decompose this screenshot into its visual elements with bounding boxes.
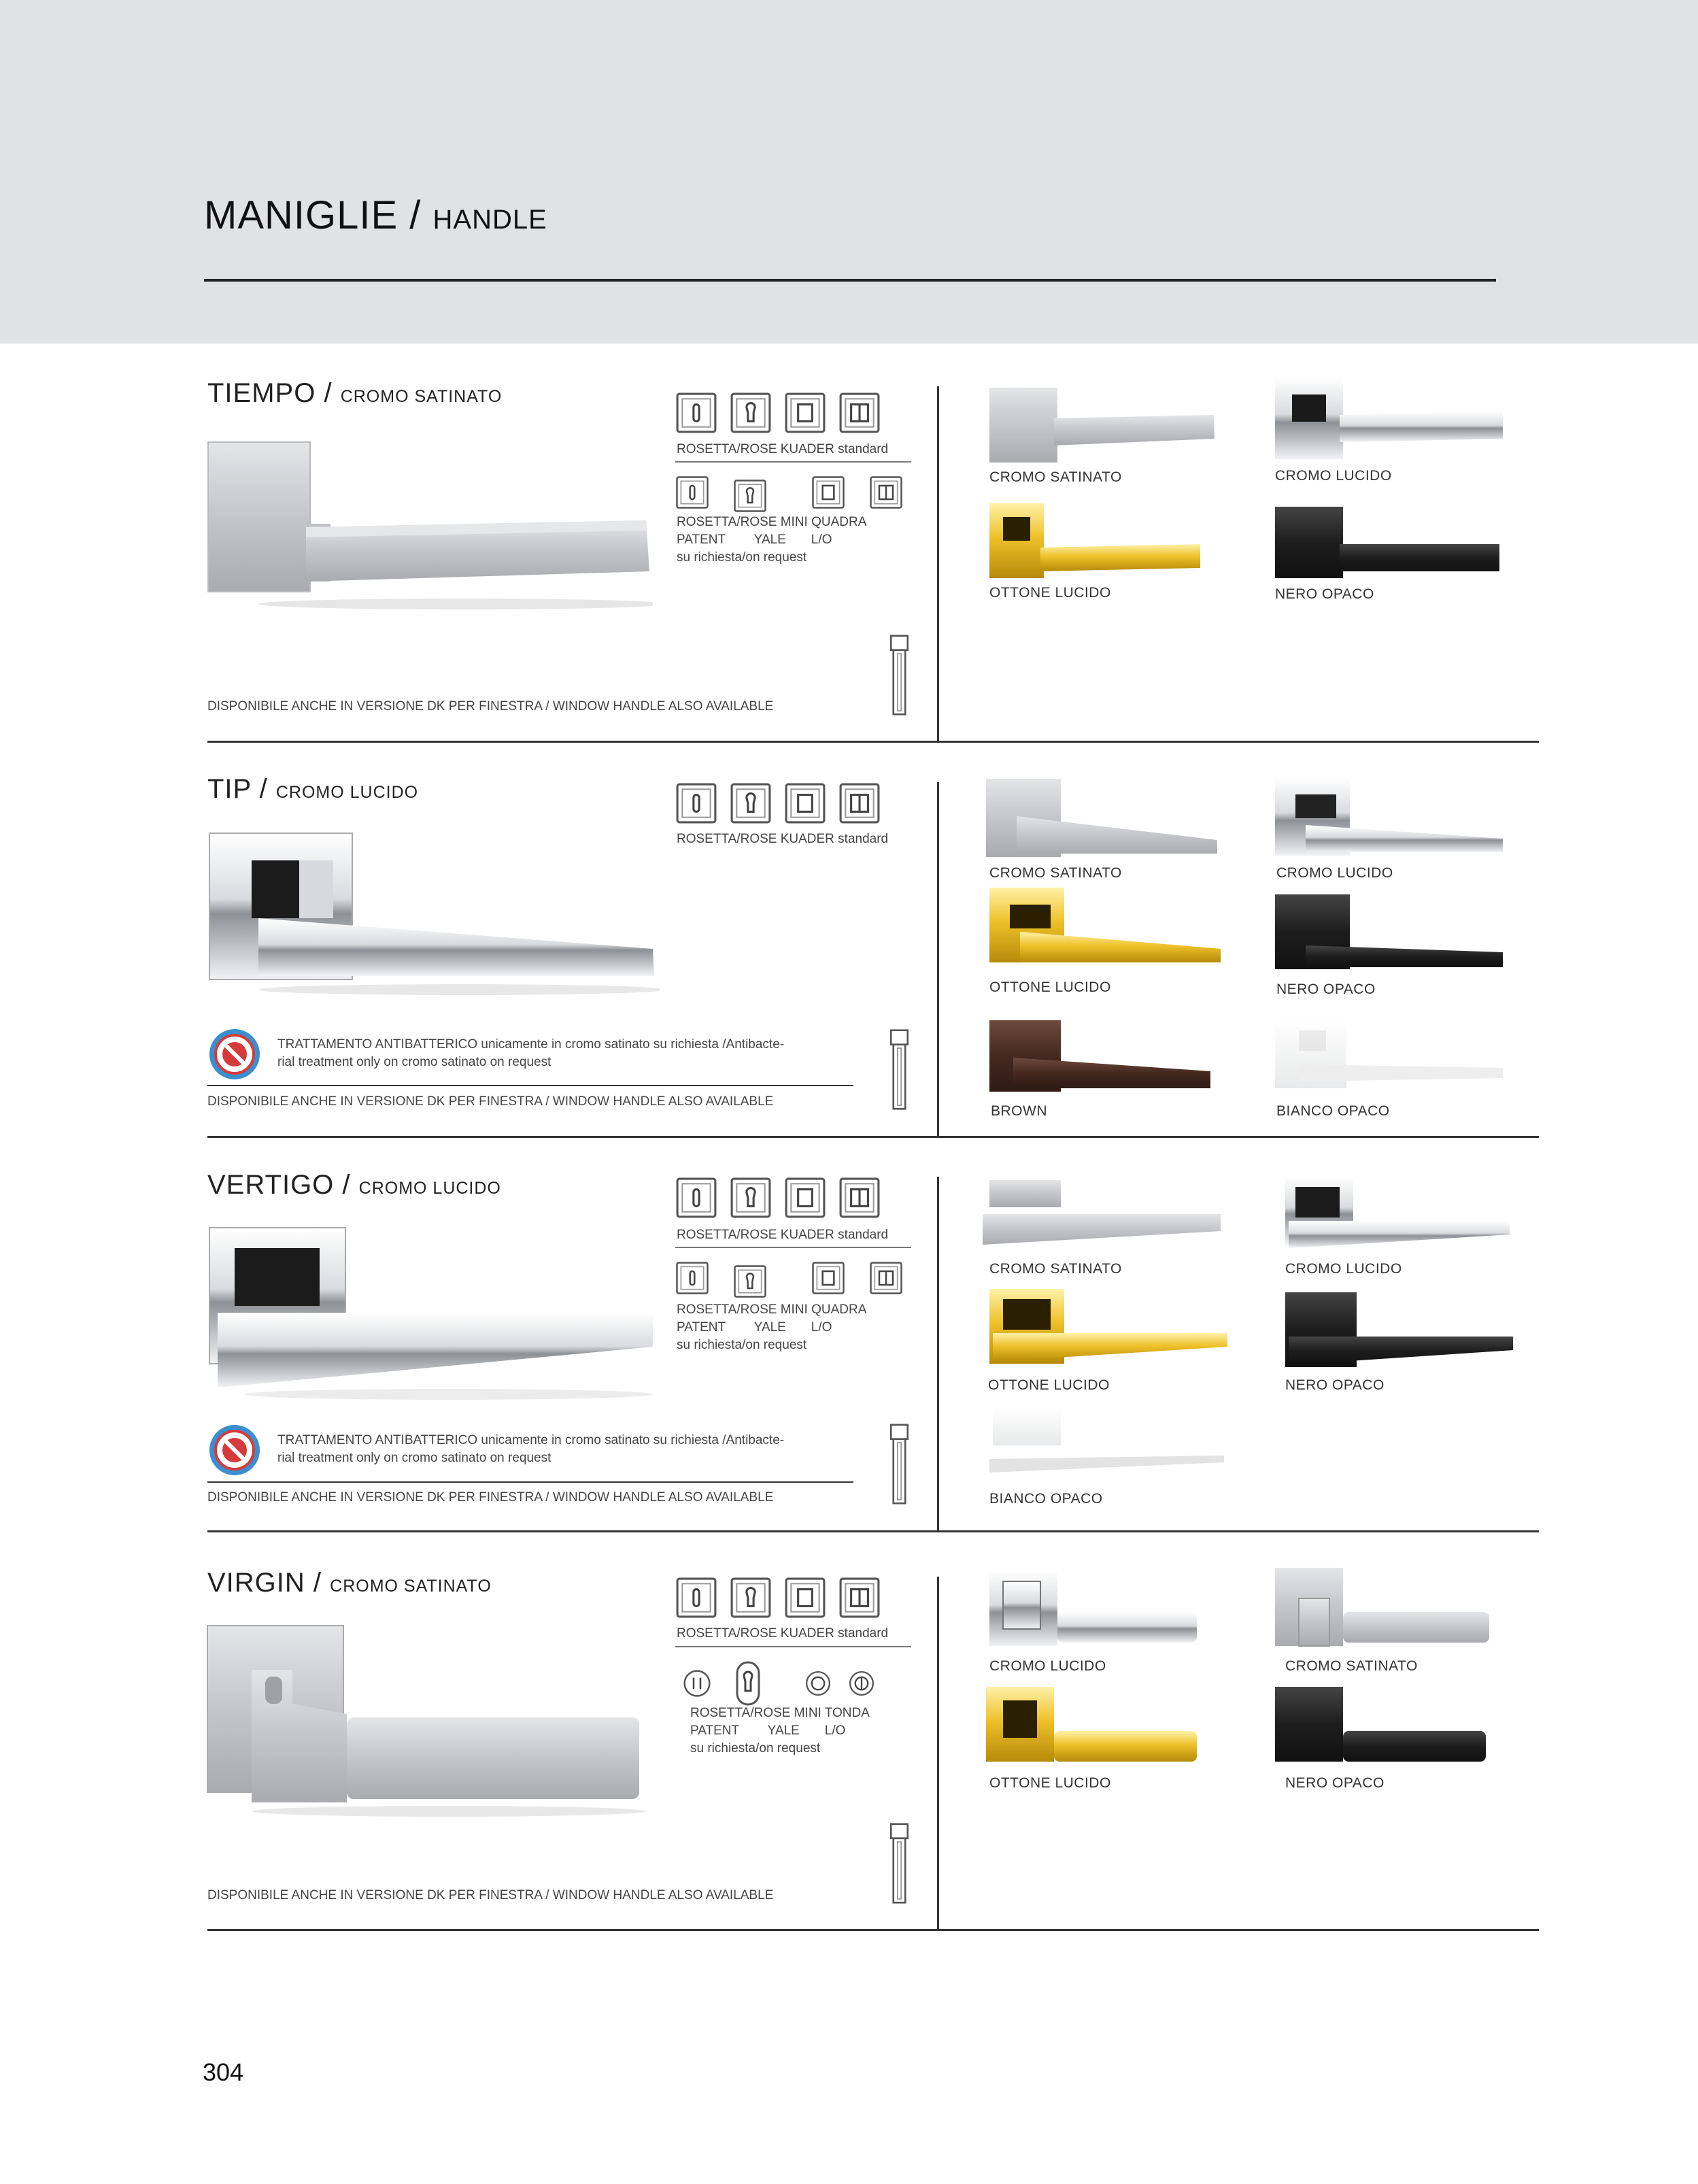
rose-yale-icon [730,1577,772,1619]
rose-wc-icon [838,1577,881,1619]
column-divider [937,386,939,741]
window-handle-icon [887,1817,911,1909]
rose-wc-icon [846,1668,877,1699]
rose-lo-icon [811,1258,845,1298]
dk-note: DISPONIBILE ANCHE IN VERSIONE DK PER FINESTRA / WINDOW HANDLE ALSO AVAILABLE [207,1094,774,1109]
note-divider [207,1481,853,1483]
section-divider [207,741,1539,743]
page-title: MANIGLIE / HANDLE [204,193,547,237]
column-divider [937,1177,939,1532]
variant-image-cromo-satinato [979,1177,1224,1251]
rose-mini-label: ROSETTA/ROSE MINI TONDA [690,1706,870,1720]
variant-image-cromo-satinato [1272,1564,1493,1656]
product-title: VIRGIN / CROMO SATINATO [207,1568,492,1598]
rose-types-label: PATENT YALE L/O [677,533,832,547]
rose-divider [675,461,911,463]
rose-yale-icon [730,1177,772,1219]
variant-label: BROWN [991,1103,1047,1119]
variant-label: NERO OPACO [1285,1775,1385,1791]
rose-wc-icon [838,1177,881,1219]
antibacterial-note-line1: TRATTAMENTO ANTIBATTERICO unicamente in cromo satinato su richiesta /Antibacte- [277,1433,785,1447]
rose-wc-icon [869,1258,903,1298]
window-handle-icon [887,629,911,721]
rose-kuader-icons [675,782,881,824]
rose-patent-icon [675,392,717,434]
rose-standard-label: ROSETTA/ROSE KUADER standard [677,832,889,846]
antibacterial-note-line1: TRATTAMENTO ANTIBATTERICO unicamente in cromo satinato su richiesta /Antibacte- [277,1037,785,1052]
variant-label: CROMO LUCIDO [989,1658,1106,1674]
note-divider [207,1085,853,1086]
variant-label: NERO OPACO [1276,981,1376,997]
column-divider [937,1577,939,1930]
variant-image-cromo-lucido [1282,1173,1513,1255]
rose-mini-label: ROSETTA/ROSE MINI QUADRA [677,1303,867,1317]
header-divider [204,279,1496,282]
rose-yale-icon [733,1258,767,1305]
antibacterial-note-line2: rial treatment only on cromo satinato on request [277,1451,551,1465]
variant-image-cromo-satinato [983,775,1221,860]
on-request-label: su richiesta/on request [677,550,807,565]
rose-divider [675,1646,911,1647]
rose-types-label: PATENT YALE L/O [677,1320,832,1334]
column-divider [937,782,939,1137]
dk-note: DISPONIBILE ANCHE IN VERSIONE DK PER FINESTRA / WINDOW HANDLE ALSO AVAILABLE [207,699,774,713]
rose-lo-icon [784,392,826,434]
rose-patent-icon [675,1258,709,1298]
product-title: TIP / CROMO LUCIDO [207,774,419,804]
rose-lo-icon [802,1668,834,1699]
rose-patent-icon [675,782,717,824]
window-handle-icon [887,1418,911,1510]
page-number: 304 [203,2058,244,2086]
rose-lo-icon [784,782,826,824]
on-request-label: su richiesta/on request [690,1741,821,1755]
variant-image-cromo-lucido [1272,374,1506,463]
variant-label: CROMO SATINATO [1285,1658,1418,1674]
handle-main-image [204,435,653,616]
variant-label: OTTONE LUCIDO [988,1377,1110,1393]
rose-lo-icon [811,473,845,512]
variant-label: BIANCO OPACO [1276,1103,1390,1119]
rose-mini-icons [675,1258,903,1305]
on-request-label: su richiesta/on request [677,1338,807,1352]
antibacterial-icon [207,1027,262,1081]
variant-label: OTTONE LUCIDO [989,585,1111,601]
rose-yale-icon [730,392,772,434]
variant-label: NERO OPACO [1285,1377,1385,1393]
handle-main-image [204,1622,646,1819]
variant-label: OTTONE LUCIDO [989,979,1111,995]
rose-wc-icon [838,782,881,824]
rose-kuader-icons [675,392,881,434]
rose-wc-icon [838,392,881,434]
variant-image-nero-opaco [1282,1289,1516,1374]
rose-wc-icon [869,473,903,512]
rose-standard-label: ROSETTA/ROSE KUADER standard [677,1626,889,1641]
variant-label: OTTONE LUCIDO [989,1775,1111,1791]
antibacterial-note-line2: rial treatment only on cromo satinato on request [277,1055,551,1069]
dk-note: DISPONIBILE ANCHE IN VERSIONE DK PER FINESTRA / WINDOW HANDLE ALSO AVAILABLE [207,1490,774,1505]
dk-note: DISPONIBILE ANCHE IN VERSIONE DK PER FINESTRA / WINDOW HANDLE ALSO AVAILABLE [207,1888,774,1902]
rose-patent-icon [680,1666,714,1700]
window-handle-icon [887,1024,911,1115]
variant-image-ottone-lucido [983,1683,1200,1775]
variant-image-brown [986,1017,1214,1095]
rose-mini-icons [675,473,903,519]
variant-label: CROMO LUCIDO [1276,865,1393,881]
rose-patent-icon [675,473,709,512]
rose-types-label: PATENT YALE L/O [690,1724,846,1738]
variant-image-nero-opaco [1272,891,1506,973]
rose-mini-label: ROSETTA/ROSE MINI QUADRA [677,515,867,529]
antibacterial-icon [207,1423,262,1477]
handle-main-image [204,830,660,1000]
rose-patent-icon [675,1577,717,1619]
variant-image-ottone-lucido [986,1286,1231,1371]
variant-image-ottone-lucido [986,884,1224,969]
product-title: TIEMPO / CROMO SATINATO [207,378,503,408]
variant-label: CROMO SATINATO [989,1261,1122,1277]
section-divider [207,1136,1539,1138]
section-divider [207,1530,1539,1532]
rose-kuader-icons [675,1577,881,1619]
rose-lo-icon [784,1577,826,1619]
variant-image-bianco-opaco [986,1405,1227,1479]
rose-yale-icon [734,1660,762,1707]
variant-image-ottone-lucido [986,500,1204,582]
rose-yale-icon [730,782,772,824]
variant-image-nero-opaco [1272,1683,1489,1775]
rose-divider [675,1247,911,1248]
section-divider [207,1929,1539,1931]
variant-image-cromo-lucido [986,1568,1200,1656]
product-title: VERTIGO / CROMO LUCIDO [207,1170,501,1200]
rose-yale-icon [733,473,767,519]
variant-label: CROMO SATINATO [989,865,1122,881]
variant-image-nero-opaco [1272,503,1503,582]
variant-label: BIANCO OPACO [989,1491,1103,1507]
variant-label: CROMO LUCIDO [1285,1261,1402,1277]
rose-standard-label: ROSETTA/ROSE KUADER standard [677,442,889,456]
rose-mini-tonda-icons [680,1660,877,1707]
variant-image-cromo-satinato [986,384,1217,466]
rose-patent-icon [675,1177,717,1219]
rose-kuader-icons [675,1177,881,1219]
rose-lo-icon [784,1177,826,1219]
variant-label: CROMO LUCIDO [1275,468,1392,484]
rose-standard-label: ROSETTA/ROSE KUADER standard [677,1228,889,1242]
variant-label: CROMO SATINATO [989,469,1122,485]
variant-image-bianco-opaco [1272,1017,1506,1092]
header-band [0,0,1698,343]
variant-image-cromo-lucido [1272,774,1506,859]
handle-main-image [204,1224,660,1405]
variant-label: NERO OPACO [1275,586,1374,602]
